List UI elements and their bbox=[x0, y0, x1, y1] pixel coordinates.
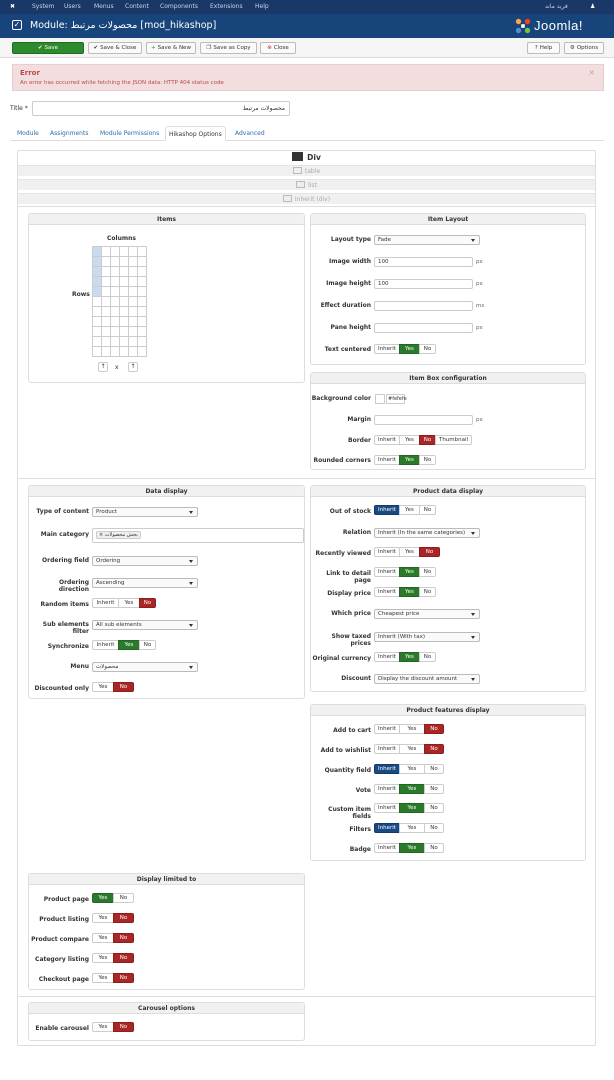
type-of-content-select[interactable]: Product bbox=[92, 507, 198, 517]
carousel-options-title: Carousel options bbox=[29, 1003, 304, 1014]
enable-carousel-toggle[interactable]: Yes No bbox=[92, 1022, 134, 1032]
chevron-down-icon bbox=[189, 582, 193, 585]
tab-assignments[interactable]: Assignments bbox=[50, 130, 89, 137]
rounded-corners-label: Rounded corners bbox=[313, 457, 371, 464]
copy-icon: ❐ bbox=[206, 45, 212, 51]
add-to-wishlist-toggle[interactable]: Inherit Yes No bbox=[374, 744, 444, 754]
section-divider bbox=[18, 478, 595, 479]
check-icon: ✔ bbox=[93, 45, 99, 51]
category-listing-toggle[interactable]: Yes No bbox=[92, 953, 134, 963]
options-button[interactable]: ⚙ Options bbox=[564, 42, 604, 54]
joomla-logo bbox=[514, 17, 604, 35]
section-divider bbox=[18, 206, 595, 207]
title-bar bbox=[0, 14, 614, 38]
items-panel-title: Items bbox=[29, 214, 304, 225]
rows-label: Rows bbox=[72, 291, 90, 298]
menu-menus[interactable]: Menus bbox=[94, 3, 114, 10]
check-icon: ✔ bbox=[37, 45, 43, 51]
item-layout-title: Item Layout bbox=[311, 214, 585, 225]
product-compare-label: Product compare bbox=[31, 936, 89, 943]
badge-toggle[interactable]: Inherit Yes No bbox=[374, 843, 444, 853]
rounded-corners-toggle[interactable]: Inherit Yes No bbox=[374, 455, 436, 465]
tab-advanced[interactable]: Advanced bbox=[235, 130, 265, 137]
layout-table-option[interactable]: table bbox=[18, 165, 595, 176]
menu-content[interactable]: Content bbox=[125, 3, 149, 10]
discount-label: Discount bbox=[341, 675, 371, 682]
relation-label: Relation bbox=[342, 529, 371, 536]
chevron-down-icon bbox=[471, 532, 475, 535]
category-listing-label: Category listing bbox=[35, 956, 89, 963]
chevron-down-icon bbox=[471, 636, 475, 639]
checkout-page-label: Checkout page bbox=[38, 976, 89, 983]
title-label: Title * bbox=[10, 105, 28, 112]
vote-toggle[interactable]: Inherit Yes No bbox=[374, 784, 444, 794]
px-unit: px bbox=[476, 281, 483, 287]
user-icon[interactable]: ♟ bbox=[590, 3, 596, 10]
ordering-field-label: Ordering field bbox=[42, 557, 89, 564]
product-compare-toggle[interactable]: Yes No bbox=[92, 933, 134, 943]
toolbar bbox=[0, 38, 614, 58]
checkout-page-toggle[interactable]: Yes No bbox=[92, 973, 134, 983]
link-detail-page-toggle[interactable]: Inherit Yes No bbox=[374, 567, 436, 577]
section-divider bbox=[18, 996, 595, 997]
save-close-button[interactable]: ✔ Save & Close bbox=[88, 42, 142, 54]
text-centered-toggle[interactable]: Inherit Yes No bbox=[374, 344, 436, 354]
error-alert bbox=[12, 64, 604, 91]
vote-label: Vote bbox=[355, 787, 371, 794]
rows-stepper[interactable]: ↑ bbox=[128, 362, 138, 372]
multiply-sign: x bbox=[115, 364, 119, 371]
product-features-title: Product features display bbox=[311, 705, 585, 716]
chevron-down-icon bbox=[189, 666, 193, 669]
menu-label: Menu bbox=[70, 663, 89, 670]
layout-type-label: Layout type bbox=[330, 236, 371, 243]
display-limited-title: Display limited to bbox=[29, 874, 304, 885]
type-of-content-label: Type of content bbox=[36, 508, 89, 515]
sub-elements-filter-select[interactable]: All sub elements bbox=[92, 620, 198, 630]
discounted-only-toggle[interactable]: Yes No bbox=[92, 682, 134, 692]
px-unit: px bbox=[476, 417, 483, 423]
title-input[interactable]: محصولات مرتبط bbox=[32, 101, 290, 116]
chevron-down-icon bbox=[189, 624, 193, 627]
discount-select[interactable]: Display the discount amount bbox=[374, 674, 480, 684]
image-height-input[interactable]: 100 bbox=[374, 279, 473, 289]
product-page-toggle[interactable]: Yes No bbox=[92, 893, 134, 903]
border-toggle[interactable]: Inherit Yes No Thumbnail bbox=[374, 435, 472, 445]
recently-viewed-label: Recently viewed bbox=[315, 550, 371, 557]
admin-top-bar bbox=[0, 0, 614, 14]
ordering-field-select[interactable]: Ordering bbox=[92, 556, 198, 566]
background-color-label: Background color bbox=[311, 395, 371, 402]
columns-stepper[interactable]: ↑ bbox=[98, 362, 108, 372]
grid-cell[interactable] bbox=[137, 346, 147, 357]
synchronize-toggle[interactable]: Inherit Yes No bbox=[92, 640, 156, 650]
layout-type-select[interactable]: Fade bbox=[374, 235, 480, 245]
margin-label: Margin bbox=[347, 416, 371, 423]
items-grid-selector[interactable] bbox=[92, 246, 146, 356]
carousel-options-panel bbox=[28, 1002, 305, 1041]
alert-heading: Error bbox=[20, 69, 40, 77]
pane-height-input[interactable] bbox=[374, 323, 473, 333]
alert-close-icon[interactable]: × bbox=[588, 68, 595, 77]
quantity-field-label: Quantity field bbox=[324, 767, 371, 774]
margin-input[interactable] bbox=[374, 415, 473, 425]
image-width-input[interactable]: 100 bbox=[374, 257, 473, 267]
save-copy-button[interactable]: ❐ Save as Copy bbox=[200, 42, 257, 54]
effect-duration-label: Effect duration bbox=[320, 302, 371, 309]
image-height-label: Image height bbox=[326, 280, 371, 287]
data-display-title: Data display bbox=[29, 486, 304, 497]
menu-components[interactable]: Components bbox=[160, 3, 198, 10]
joomla-logo-icon bbox=[514, 17, 532, 35]
display-price-label: Display price bbox=[327, 590, 371, 597]
enable-carousel-label: Enable carousel bbox=[35, 1025, 89, 1032]
save-new-button[interactable]: + Save & New bbox=[146, 42, 196, 54]
which-price-select[interactable]: Cheapest price bbox=[374, 609, 480, 619]
plus-icon: + bbox=[151, 45, 156, 51]
question-icon: ? bbox=[534, 45, 538, 51]
ordering-direction-select[interactable]: Ascending bbox=[92, 578, 198, 588]
module-check-icon: ✓ bbox=[13, 20, 21, 29]
gear-icon: ⚙ bbox=[569, 45, 575, 51]
help-button[interactable]: ? Help bbox=[527, 42, 560, 54]
background-color-input[interactable]: #fefefe bbox=[388, 396, 407, 402]
list-layout-icon bbox=[296, 181, 305, 188]
joomla-logo-text: Joomla! bbox=[534, 18, 584, 33]
menu-extensions[interactable]: Extensions bbox=[210, 3, 243, 10]
items-panel bbox=[28, 213, 305, 383]
alert-message: An error has occurred while fetching the JSON data: HTTP 404 status code bbox=[20, 80, 224, 86]
display-limited-panel bbox=[28, 873, 305, 990]
tab-module-permissions[interactable]: Module Permissions bbox=[100, 130, 160, 137]
display-price-toggle[interactable]: Inherit Yes No bbox=[374, 587, 436, 597]
sub-elements-filter-label: Sub elements filter bbox=[42, 621, 89, 635]
image-width-label: Image width bbox=[328, 258, 371, 265]
site-name-link[interactable]: فريد ماند bbox=[545, 3, 568, 10]
relation-select[interactable]: Inherit (In the same categories) bbox=[374, 528, 480, 538]
inherit-layout-icon bbox=[283, 195, 292, 202]
border-label: Border bbox=[348, 437, 371, 444]
cancel-icon: ⊗ bbox=[267, 45, 272, 51]
pane-height-label: Pane height bbox=[330, 324, 371, 331]
item-box-title: Item Box configuration bbox=[311, 373, 585, 384]
filters-toggle[interactable]: Inherit Yes No bbox=[374, 823, 444, 833]
product-data-title: Product data display bbox=[311, 486, 585, 497]
custom-item-fields-toggle[interactable]: Inherit Yes No bbox=[374, 803, 444, 813]
add-to-cart-toggle[interactable]: Inherit Yes No bbox=[374, 724, 444, 734]
joomla-menu-icon[interactable]: ✖ bbox=[10, 3, 16, 10]
quantity-field-toggle[interactable]: Inherit Yes No bbox=[374, 764, 444, 774]
chevron-down-icon bbox=[471, 678, 475, 681]
ordering-direction-label: Ordering direction bbox=[58, 579, 89, 593]
menu-help[interactable]: Help bbox=[255, 3, 269, 10]
custom-item-fields-label: Custom item fields bbox=[328, 806, 371, 820]
save-button[interactable]: ✔ Save bbox=[12, 42, 84, 54]
px-unit: px bbox=[476, 259, 483, 265]
product-listing-toggle[interactable]: Yes No bbox=[92, 913, 134, 923]
which-price-label: Which price bbox=[331, 610, 371, 617]
random-items-toggle[interactable]: Inherit Yes No bbox=[92, 598, 156, 608]
close-button[interactable]: ⊗ Close bbox=[260, 42, 296, 54]
add-to-wishlist-label: Add to wishlist bbox=[320, 747, 371, 754]
columns-label: Columns bbox=[107, 235, 136, 242]
menu-system[interactable]: System bbox=[32, 3, 55, 10]
original-currency-toggle[interactable]: Inherit Yes No bbox=[374, 652, 436, 662]
out-of-stock-toggle[interactable]: Inherit Yes No bbox=[374, 505, 436, 515]
product-listing-label: Product listing bbox=[39, 916, 89, 923]
menu-select[interactable]: محصولات bbox=[92, 662, 198, 672]
show-taxed-prices-label: Show taxed prices bbox=[331, 633, 371, 647]
text-centered-label: Text centered bbox=[324, 346, 371, 353]
tab-module[interactable]: Module bbox=[17, 130, 39, 137]
div-layout-icon bbox=[292, 152, 303, 161]
discounted-only-label: Discounted only bbox=[34, 685, 89, 692]
color-swatch[interactable] bbox=[375, 394, 385, 404]
badge-label: Badge bbox=[349, 846, 371, 853]
table-layout-icon bbox=[293, 167, 302, 174]
original-currency-label: Original currency bbox=[312, 655, 371, 662]
main-category-label: Main category bbox=[40, 531, 89, 538]
page-title: Module: محصولات مرتبط [mod_hikashop] bbox=[30, 20, 217, 31]
close-icon[interactable]: × bbox=[99, 532, 104, 538]
chevron-down-icon bbox=[189, 560, 193, 563]
chevron-down-icon bbox=[471, 239, 475, 242]
out-of-stock-label: Out of stock bbox=[329, 508, 371, 515]
menu-users[interactable]: Users bbox=[64, 3, 81, 10]
add-to-cart-label: Add to cart bbox=[333, 727, 371, 734]
show-taxed-prices-select[interactable]: Inherit (With tax) bbox=[374, 632, 480, 642]
chevron-down-icon bbox=[189, 511, 193, 514]
random-items-label: Random items bbox=[40, 601, 89, 608]
ms-unit: ms bbox=[476, 303, 485, 309]
filters-label: Filters bbox=[349, 826, 371, 833]
synchronize-label: Synchronize bbox=[47, 643, 89, 650]
px-unit: px bbox=[476, 325, 483, 331]
main-category-tag: بخش محصولات × bbox=[96, 531, 141, 539]
recently-viewed-toggle[interactable]: Inherit Yes No bbox=[374, 547, 440, 557]
chevron-down-icon bbox=[471, 613, 475, 616]
tab-hikashop-options[interactable]: Hikashop Options bbox=[165, 126, 226, 141]
layout-list-option[interactable]: list bbox=[18, 179, 595, 190]
layout-div-option[interactable]: Div bbox=[18, 152, 595, 162]
product-page-label: Product page bbox=[43, 896, 89, 903]
effect-duration-input[interactable] bbox=[374, 301, 473, 311]
link-detail-page-label: Link to detail page bbox=[326, 570, 371, 584]
layout-inherit-option[interactable]: Inherit (div) bbox=[18, 193, 595, 204]
